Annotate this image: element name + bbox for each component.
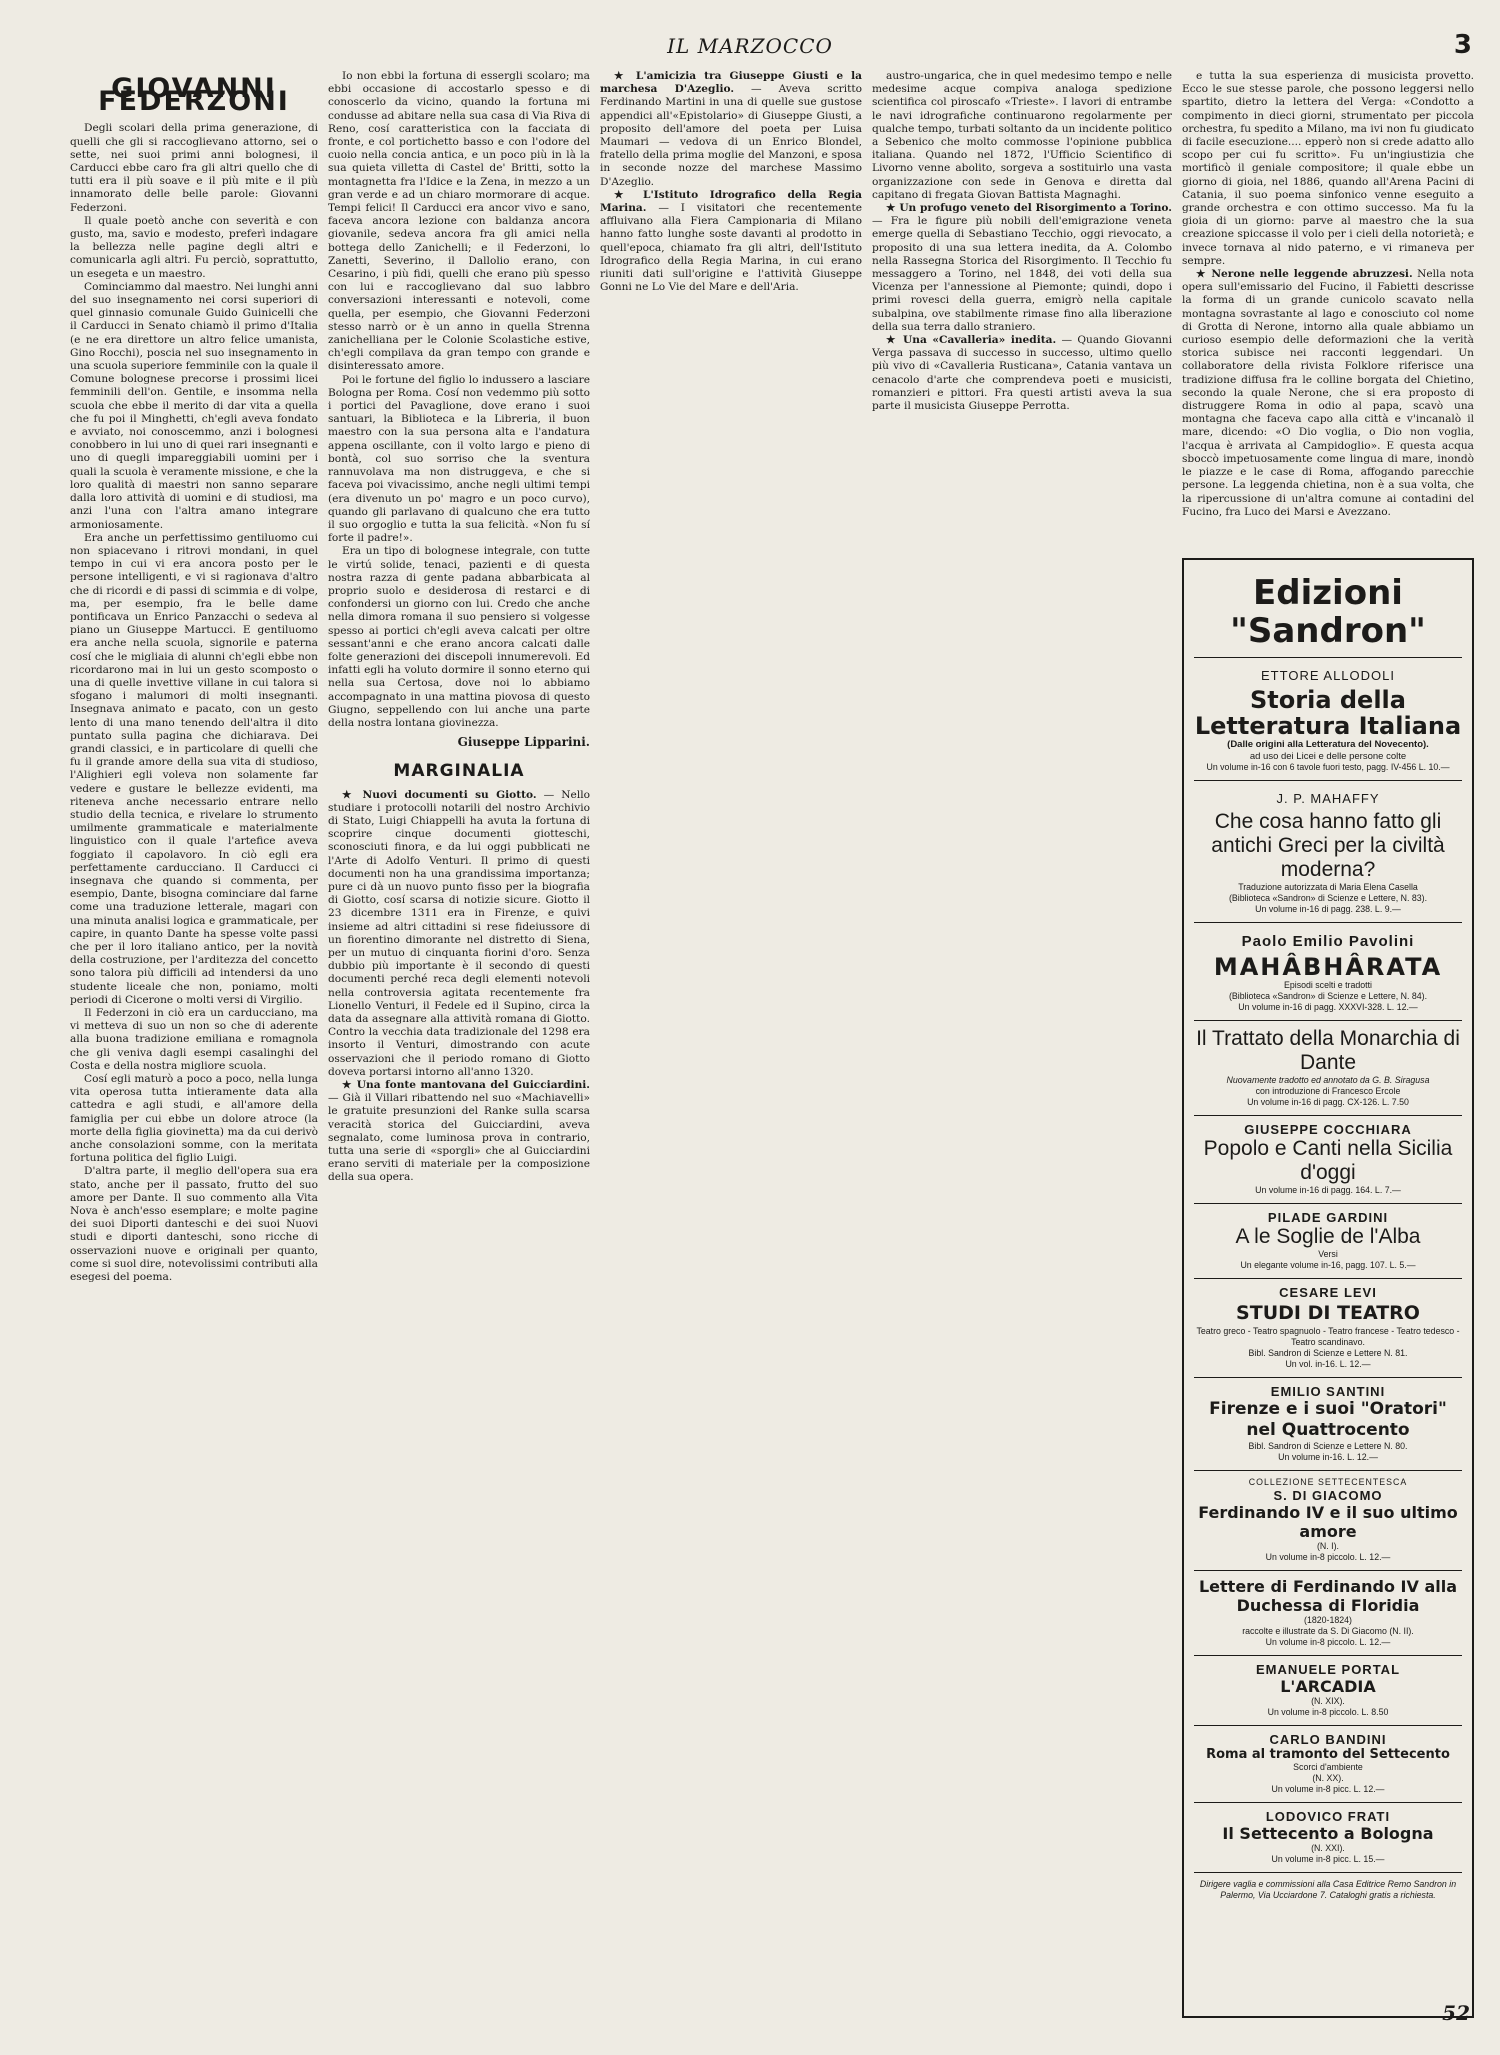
ad-title: L'ARCADIA [1280,1677,1376,1696]
ad-desc: Teatro greco - Teatro spagnuolo - Teatro francese - Teatro tedesco - Teatro scandinavo. [1196,1326,1460,1347]
ad-book [1194,1471,1462,1571]
ad-sub: (N. XXI). [1311,1843,1345,1853]
ad-author: Paolo Emilio Pavolini [1241,933,1415,950]
ad-price: Un volume in-16 di pagg. 238. L. 9.— [1255,904,1401,914]
ad-author: EMILIO SANTINI [1270,1384,1386,1399]
ad-price: Un volume in-16. L. 12.— [1278,1452,1378,1462]
ad-price: Un volume in-8 piccolo. L. 12.— [1265,1637,1391,1647]
publisher-header [1194,568,1462,658]
ad-title: Firenze e i suoi "Oratori" nel Quattrocento [1209,1399,1447,1440]
ad-footer-text: Dirigere vaglia e commissioni alla Casa Editrice Remo Sandron in Palermo, Via Ucciardone 7. Cataloghi gratis a richiesta. [1199,1879,1457,1900]
marginalia-text: — Fra le figure più nobili dell'emigrazione veneta emerge quella di Sebastiano Tecchio, oggi rievocato, a proposito di una sua lettera inedita, da A. Colombo nella Rassegna Storica del Risorgimento. Il Tecchio fu messaggero a Torino, nel 1848, dei voti della sua Vicenza per l'annessione al Piemonte; quindi, dopo i primi rovesci della guerra, emigrò nella capitale subalpina, ove stabilmente rimase fino alla liberazione della sua terra dallo straniero. [872,215,1172,333]
ad-price: Un volume in-8 piccolo. L. 8.50 [1267,1707,1389,1717]
article-paragraph: Era un tipo di bolognese integrale, con tutte le virtú solide, tenaci, pazienti e di questa nostra razza di gente padana abbarbicata al proprio suolo e desiderosa di restarci e di confondersi un giorno con lui. Credo che anche nella dimora romana il suo pensiero si volgesse spesso ai portici ch'egli aveva calcati per oltre sessant'anni e che erano ancora calcati dalle folte generazioni dei discepoli innumerevoli. Ed infatti egli ha voluto dormire il sonno eterno qui nella sua Certosa, dove noi lo abbiamo accompagnato in una mattina piovosa di questo Giugno, seppellendo con lui anche una parte della nostra lontana giovinezza. [328,545,590,729]
ad-title: Il Settecento a Bologna [1222,1824,1434,1843]
marginalia-text: Nella nota opera sull'emissario del Fucino, il Fabietti descrisse la forma di un grande cunicolo scavato nella montagna sovrastante al lago e conosciuto col nome di Grotta di Nerone, intorno alla quale abbiamo un curioso esempio delle deformazioni che la verità storica subisce nei racconti leggendari. Un collaboratore della rivista Folklore riferisce una tradizione diffusa fra le colline borgata del Chietino, secondo la quale Nerone, che si era proposto di distruggere Roma in odio al papa, scavò una montagna che faceva capo alla città e v'incanalò il mare, dicendo: «O Dio voglia, o Dio non voglia, l'acqua è arrivata al Campidoglio». E questa acqua sboccò impetuosamente come lingua di mare, inondò le piazze e le case di Roma, affogando parecchie persone. La leggenda chietina, non è a sua volta, che la ripercussione di un'altra comune ai contadini del Fucino, fra Luco dei Marsi e Avezzano. [1182,268,1474,518]
ad-book [1194,1279,1462,1378]
marginalia-heading: ★ L'Istituto Idrografico della Regia Marina. [600,188,862,215]
ad-book [1194,1378,1462,1471]
ad-author: J. P. MAHAFFY [1276,791,1380,806]
ad-title: Che cosa hanno fatto gli antichi Greci per la civiltà moderna? [1211,810,1445,881]
ad-book [1194,1021,1462,1116]
masthead [0,30,1500,70]
publisher-name: Edizioni "Sandron" [1230,573,1426,651]
article-paragraph: Io non ebbi la fortuna di essergli scolaro; ma ebbi occasione di accostarlo spesso e di conoscerlo da vicino, quando la fortuna mi condusse ad abitare nella sua casa di Via Riva di Reno, cosí caratteristica con la facciata di fronte, e col portichetto basso e con l'odore del cuoio nella concia antica, e un poco più in là la sua quieta villetta di Castel de' Britti, sotto la montagnetta fra l'Idice e la Zena, in mezzo a un gran verde e ad un chiaro mormorare di acque. Tempi felici! Il Carducci era ancor vivo e sano, faceva ancora lezione con baldanza ancora giovanile, sedeva ancora fra gli amici nella bottega dello Zanichelli; e il Federzoni, lo Zanetti, Severino, il Dallolio erano, con Cesarino, i più fidi, quelli che erano più spesso con lui e raccoglievano dal suo labbro conversazioni interessanti e notevoli, come quella, per esempio, che Giovanni Federzoni stesso narrò or è un anno in quella Strenna zanichelliana per le Colonie Scolastiche estive, ch'egli compilava da gran tempo con grande e disinteressato amore. [328,70,590,373]
ad-desc: Episodi scelti e tradotti [1283,980,1372,990]
ad-sub: (N. I). [1317,1541,1339,1551]
column-4 [872,70,1172,2020]
ad-desc: Ferdinando IV e il suo ultimo amore [1198,1503,1458,1541]
ad-sub: ad uso dei Licei e delle persone colte [1249,750,1407,762]
column-continuation: e tutta la sua esperienza di musicista provetto. Ecco le sue stesse parole, che possono leggersi nello spartito, dietro la lettera del Verga: «Condotto a compimento in dieci giorni, strumentato per piccola orchestra, fu spedito a Milano, ma ivi non fu giudicato di facile esecuzione.... epperò non si crede adatto allo scopo per cui fu scritto». Fu un'ingiustizia che mortificò il geniale compositore; il quale ebbe un giorno di gioia, nel 1886, quando all'Arena Pacini di Catania, il suo poema sinfonico venne eseguito a grande orchestra e con ottimo successo. Ma fu la gioia di un giorno: parve al maestro che la sua creazione spiccasse il volo per i cieli della notorietà; e invece tornava al nido paterno, e vi rimaneva per sempre. [1182,70,1474,267]
marginalia-text: — Già il Villari ribattendo nel suo «Machiavelli» le gratuite presunzioni del Ranke sulla scarsa veracità storica del Guicciardini, aveva segnalato, come luminosa prova in contrario, tutta una serie di «sporgli» che al Guicciardini erano serviti di materiale per la composizione della sua opera. [328,1092,590,1184]
article-paragraph: D'altra parte, il meglio dell'opera sua era stato, anche per il passato, frutto del suo amore per Dante. Il suo commento alla Vita Nova è anch'esso esemplare; e molte pagine dei suoi Diporti danteschi e dei suoi Nuovi studi e diporti danteschi, sono ricche di osservazioni nuove e originali per quanto, come si suol dire, notevolissimi contributi alla esegesi del poema. [70,1165,318,1284]
ad-book [1194,1656,1462,1726]
ad-desc: Traduzione autorizzata di Maria Elena Casella [1238,882,1418,892]
ad-title: Popolo e Canti nella Sicilia d'oggi [1203,1137,1453,1184]
marginalia-item [328,789,590,1079]
marginalia-title: MARGINALIA [393,761,525,782]
column-3 [600,70,862,2020]
ad-price: Un volume in-16 di pagg. XXXVI-328. L. 12.— [1238,1002,1418,1012]
marginalia-heading: ★ Una «Cavalleria» inedita. [886,334,1057,347]
ad-title: Il Trattato della Monarchia di Dante [1196,1027,1460,1074]
ad-title: Storia della Letteratura Italiana [1194,686,1462,740]
marginalia-item [600,70,862,189]
marginalia-heading: ★ Una fonte mantovana del Guicciardini. [342,1079,590,1092]
ad-book [1194,1803,1462,1873]
ad-price: Un elegante volume in-16, pagg. 107. L. 5.— [1240,1260,1416,1270]
column-1 [70,70,318,2020]
newspaper-title: IL MARZOCCO [667,34,833,58]
marginalia-item [600,189,862,295]
ad-sub: Bibl. Sandron di Scienze e Lettere N. 80. [1248,1441,1408,1451]
ad-price: Un volume in-16 di pagg. 164. L. 7.— [1255,1185,1401,1195]
ad-title: A le Soglie de l'Alba [1235,1225,1421,1248]
marginalia-heading: ★ Nerone nelle leggende abruzzesi. [1196,268,1413,281]
marginalia-item [328,1079,590,1185]
ad-book [1194,1571,1462,1656]
ad-footer [1194,1873,1462,1908]
ad-sub: (Biblioteca «Sandron» di Scienze e Lettere, N. 84). [1228,991,1428,1001]
ad-sub: con introduzione di Francesco Ercole [1255,1086,1401,1096]
marginalia-text: — Quando Giovanni Verga passava di successo in successo, ultimo quello più vivo di «Cavalleria Rusticana», Catania vantava un cenacolo d'arte che comprendeva poeti e musicisti, romanzieri e pittori. Fra questi artisti aveva la sua parte il musicista Giuseppe Perrotta. [872,334,1172,413]
marginalia-heading: ★ Nuovi documenti su Giotto. [342,788,537,801]
ad-sub: (N. XX). [1312,1773,1344,1783]
ad-title: S. DI GIACOMO [1273,1488,1383,1503]
article-paragraph: Degli scolari della prima generazione, di quelli che gli si raccoglievano attorno, sei o sette, nei suoi primi anni bolognesi, il Carducci ebbe caro fra gli altri quello che di tutti era il più soave e il più mite e il più innamorato delle belle parole: Giovanni Federzoni. [70,122,318,214]
marginalia-text: — Nello studiare i protocolli notarili del nostro Archivio di Stato, Luigi Chiappelli ha avuta la fortuna di scoprire cinque documenti giotteschi, sconosciuti finora, e da lui oggi pubblicati ne l'Arte di Adolfo Venturi. Il primo di questi documenti non ha una grandissima importanza; pure ci dà un nuovo punto fisso per la biografia di Giotto, cosí scarsa di notizie sicure. Giotto il 23 dicembre 1311 era in Firenze, e quivi insieme ad altri cittadini si rese fideiussore di un fiorentino dimorante nel distretto di Siena, per un mutuo di cinquanta fiorini d'oro. Senza dubbio più importante è il secondo di questi documenti perché reca degli elementi notevoli nella controversia agitata recentemente fra Lionello Venturi, il Fedele ed il Supino, circa la data da assegnare alla attività romana di Giotto. Contro la vecchia data tradizionale del 1298 era insorto il Venturi, dimostrando con acute osservazioni che il periodo romano di Giotto doveva portarsi intorno all'anno 1320. [328,788,590,1078]
handwritten-page-mark: 52 [1442,2001,1470,2025]
article-paragraph: Il quale poetò anche con severità e con gusto, ma, savio e modesto, preferì indagare la bellezza nelle pagine degli altri e comunicarla agli altri. Fu perciò, soprattutto, un esegeta e un maestro. [70,214,318,280]
marginalia-item [872,334,1172,413]
ad-title: Lettere di Ferdinando IV alla Duchessa di Floridia [1198,1577,1458,1615]
page-number: 3 [1453,30,1472,60]
ad-price: Un volume in-8 picc. L. 15.— [1271,1854,1385,1864]
ad-author: EMANUELE PORTAL [1255,1662,1401,1677]
article-title: GIOVANNI FEDERZONI [98,73,290,118]
article-paragraph: Cosí egli maturò a poco a poco, nella lunga vita operosa tutta intieramente data alla cattedra e agli studi, e all'amore della famiglia per cui ebbe un dolore atroce (la morte della figlia giovinetta) ma da cui derivò anche consolazioni somme, con la meritata fortuna politica del figlio Luigi. [70,1073,318,1165]
ad-author: LODOVICO FRATI [1265,1809,1391,1824]
ad-price: Un volume in-16 di pagg. CX-126. L. 7.50 [1247,1097,1409,1107]
marginalia-text: — I visitatori che recentemente affluivano alla Fiera Campionaria di Milano hanno fatto lunghe soste davanti al prodotto in quell'epoca, chiamato fra gli altri, dell'Istituto Idrografico della Regia Marina, in cui erano riuniti dati sull'origine e l'attività Giuseppe Gonni ne Lo Vie del Mare e dell'Aria. [600,202,862,294]
ad-sub: Bibl. Sandron di Scienze e Lettere N. 81. [1248,1348,1408,1358]
ad-price: Un volume in-8 piccolo. L. 12.— [1265,1552,1391,1562]
ad-sub: (N. XIX). [1311,1696,1345,1706]
column-2 [328,70,590,2020]
ad-author: GIUSEPPE COCCHIARA [1244,1122,1412,1137]
marginalia-item [1182,268,1474,519]
ad-author: CESARE LEVI [1279,1285,1377,1300]
article-paragraph: Cominciammo dal maestro. Nei lunghi anni del suo insegnamento nei corsi superiori di quel ginnasio comunale Guido Guinicelli che il Carducci in Senato chiamò il primo d'Italia (e ne era direttore un altro felice umanista, Gino Rocchi), poscia nel suo insegnamento in una scuola superiore femminile con la quale il Comune bolognese precorse i prossimi licei femminili dell'on. Gentile, e insomma nella scuola che ebbe il merito di dar vita a quella che fu poi il Minghetti, ch'egli aveva fondato e avviato, noi conoscemmo, anzi i bolognesi conobbero in lui uno di quei rari insegnanti e uno di quegli impareggiabili uomini per i quali la scuola è veramente missione, e che la loro qualità di maestri non sanno separare dalla loro attività di uomini e di studiosi, ma anzi l'una con l'altra amano integrare armoniosamente. [70,280,318,531]
ad-price: Un volume in-16 con 6 tavole fuori testo, pagg. IV-456 L. 10.— [1206,762,1450,772]
ad-desc: Nuovamente tradotto ed annotato da G. B. Siragusa [1226,1075,1430,1085]
ad-desc: Versi [1318,1249,1338,1259]
column-5 [1182,70,1474,550]
ad-title: STUDI DI TEATRO [1236,1302,1420,1324]
ad-book [1194,1116,1462,1204]
ad-book [1194,923,1462,1021]
ad-author: ETTORE ALLODOLI [1261,668,1395,683]
ad-price: Un volume in-8 picc. L. 12.— [1271,1784,1385,1794]
article-paragraph: Il Federzoni in ciò era un carducciano, ma vi metteva di suo un non so che di aderente alla buona tradizione emiliana e romagnola che gli veniva dagli esempi casalinghi del Costa e della nostra migliore scuola. [70,1007,318,1072]
column-continuation: austro-ungarica, che in quel medesimo tempo e nelle medesime acque compiva analoga spedizione scientifica col piroscafo «Trieste». I lavori di entrambe le navi idrografiche continuarono regolarmente per qualche tempo, turbati soltanto da un incidente politico a Sebenico che molto commosse l'opinione pubblica italiana. Quando nel 1872, l'Ufficio Scientifico di Livorno venne abolito, sorgeva a sostituirlo una vasta organizzazione con sede in Genova e diretta dal capitano di fregata Giovan Battista Magnaghi. [872,70,1172,201]
ad-title: Roma al tramonto del Settecento [1206,1747,1450,1762]
publisher-advertisement [1182,558,1474,2018]
ad-author: CARLO BANDINI [1269,1732,1387,1747]
ad-author: COLLEZIONE SETTECENTESCA [1248,1477,1408,1487]
ad-author: PILADE GARDINI [1267,1210,1389,1225]
ad-desc: (Dalle origini alla Letteratura del Novecento). [1227,739,1429,750]
ad-book [1194,781,1462,923]
ad-sub: (Biblioteca «Sandron» di Scienze e Lettere, N. 83). [1228,893,1428,903]
ad-book [1194,658,1462,781]
ad-title: MAHÂBHÂRATA [1213,953,1443,981]
article-paragraph: Poi le fortune del figlio lo indussero a lasciare Bologna per Roma. Cosí non vedemmo più sotto i portici del Pavaglione, dove erano i suoi santuari, la Biblioteca e la Libreria, il buon maestro con la sua persona alta e l'andatura appena oscillante, con il volto largo e pieno di bontà, col suo sorriso che la sventura rannuvolava ma non distruggeva, e che si faceva poi vivacissimo, anche negli ultimi tempi (era divenuto un po' magro e un poco curvo), quando gli parlavano di qualcuno che era tutto il suo orgoglio e tutta la sua felicità. «Non fu sí forte il padre!». [328,373,590,545]
ad-book [1194,1726,1462,1803]
ad-desc: (1820-1824) [1304,1615,1352,1625]
ad-desc: Scorci d'ambiente [1293,1762,1363,1772]
ad-price: Un vol. in-16. L. 12.— [1285,1359,1371,1369]
article-paragraph: Era anche un perfettissimo gentiluomo cui non spiacevano i ritrovi mondani, in quel tempo in cui vi era ancora posto per le persone intelligenti, e vi si ragionava d'altro che di ricordi e di passi di scimmia e di volpe, ma, per esempio, fra le belle dame pontificava un Enrico Panzacchi o sedeva al piano un Giuseppe Martucci. E gentiluomo era anche nella scuola, signorile e paterna cosí che le migliaia di alunni ch'egli ebbe non ricordarono mai in lui un gesto scomposto o una di quelle invettive villane in cui talora si sfogano i malumori di molti insegnanti. Insegnava animato e pacato, con un gesto lento di una mano tenendo dell'altra il dito puntato sulla pagina che dichiarava. Dei grandi classici, e in particolare di quelli che fu il grande amore della sua vita di studioso, l'Alighieri egli voleva non solamente far vedere e gustare le bellezze evidenti, ma riteneva anche necessario entrare nello studio della tecnica, e rivelare lo strumento umilmente grammaticale e materialmente linguistico con il quale l'artefice aveva foggiato il capolavoro. In ciò egli era perfettamente carducciano. Il Carducci ci insegnava che quando si commenta, per esempio, Dante, bisogna cominciare dal farne come una traduzione letterale, magari con una minuta analisi logica e grammaticale, per capire, in quanto Dante ha spesse volte passi che per il loro italiano antico, per la novità della costruzione, per l'arditezza del concetto sono talora più difficili ad intendersi da uno studente liceale che non, poniamo, molti periodi di Cicerone o molti versi di Virgilio. [70,531,318,1006]
ad-book [1194,1204,1462,1279]
article-signature: Giuseppe Lipparini. [457,735,590,750]
marginalia-item [872,202,1172,334]
ad-sub: raccolte e illustrate da S. Di Giacomo (N. II). [1242,1626,1414,1636]
marginalia-text: — Aveva scritto Ferdinando Martini in una di quelle sue gustose appendici all'«Epistolario» di Giuseppe Giusti, a proposito dell'amore del poeta per Luisa Maumari — vedova di un Enrico Blondel, fratello della prima moglie del Manzoni, e sposa in seconde nozze del marchese Massimo D'Azeglio. [600,83,862,188]
marginalia-heading: ★ L'amicizia tra Giuseppe Giusti e la marchesa D'Azeglio. [600,70,862,96]
marginalia-heading: ★ Un profugo veneto del Risorgimento a Torino. [886,202,1172,215]
